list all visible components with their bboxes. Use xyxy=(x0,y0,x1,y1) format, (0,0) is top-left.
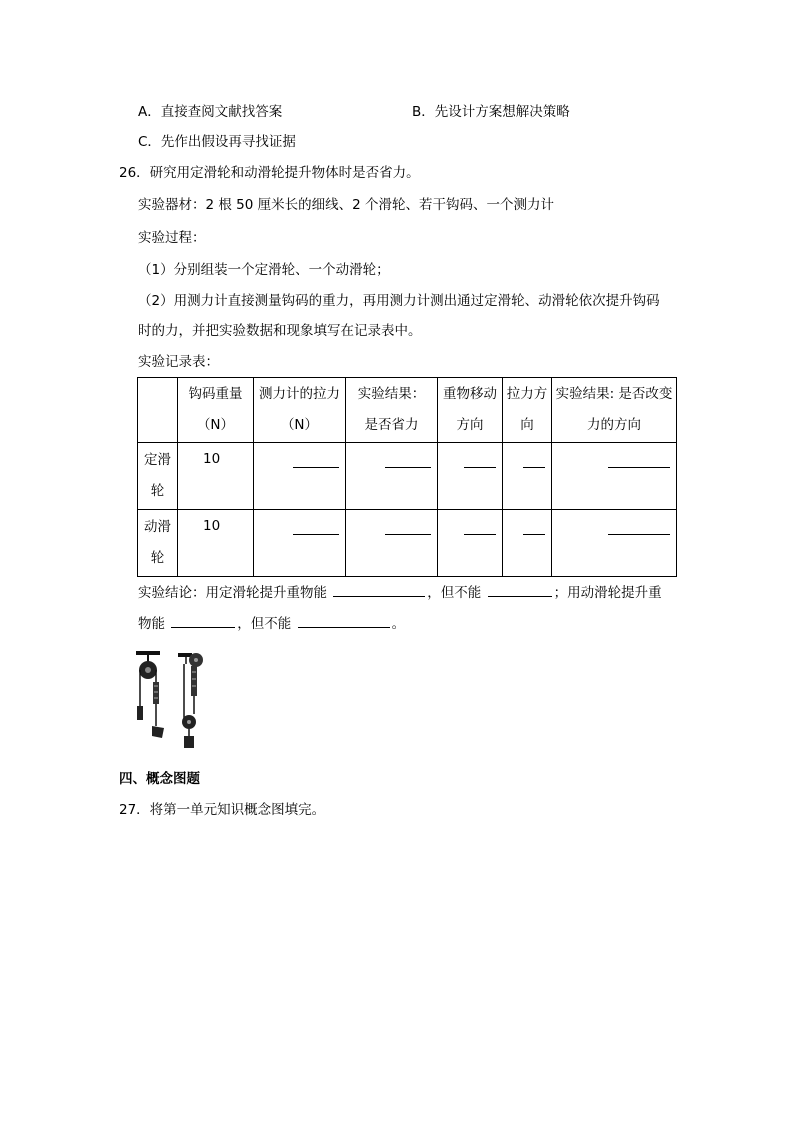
movable-pulley-change-dir-blank[interactable] xyxy=(552,510,677,577)
header-empty xyxy=(138,378,178,443)
movable-pulley-saves-blank[interactable] xyxy=(346,510,438,577)
experiment-materials: 实验器材：2 根 50 厘米长的细线、2 个滑轮、若干钩码、一个测力计 xyxy=(138,197,555,213)
movable-pulley-force-blank[interactable] xyxy=(254,510,346,577)
fixed-pulley-load-dir-blank[interactable] xyxy=(438,443,503,510)
record-table xyxy=(137,377,677,577)
section-4-heading: 四、概念图题 xyxy=(119,771,200,787)
option-b: B．先设计方案想解决策略 xyxy=(412,104,570,120)
conclusion-blank-3[interactable] xyxy=(171,613,235,628)
fixed-pulley-saves-blank[interactable] xyxy=(346,443,438,510)
fixed-pulley-change-dir-blank[interactable] xyxy=(552,443,677,510)
header-load-direction: 重物移动 方向 xyxy=(438,378,503,443)
pulley-setup-image xyxy=(134,648,224,750)
header-weight: 钩码重量 （N） xyxy=(178,378,254,443)
conclusion-blank-4[interactable] xyxy=(298,613,390,628)
question-26-title: 26．研究用定滑轮和动滑轮提升物体时是否省力。 xyxy=(119,165,420,181)
header-pull-force: 测力计的拉力 （N） xyxy=(254,378,346,443)
table-row-fixed-pulley xyxy=(138,443,677,510)
header-pull-direction: 拉力方 向 xyxy=(503,378,552,443)
movable-pulley-drawing xyxy=(178,653,203,748)
conclusion-blank-1[interactable] xyxy=(333,582,425,597)
option-a: A．直接查阅文献找答案 xyxy=(138,104,283,120)
movable-pulley-weight: 10 xyxy=(178,510,254,577)
header-saves-force: 实验结果： 是否省力 xyxy=(346,378,438,443)
conclusion-line-1: 实验结论：用定滑轮提升重物能 ，但不能 ；用动滑轮提升重 xyxy=(138,582,662,603)
table-row-movable-pulley xyxy=(138,510,677,577)
fixed-pulley-drawing xyxy=(136,651,164,738)
conclusion-blank-2[interactable] xyxy=(488,582,552,597)
fixed-pulley-pull-dir-blank[interactable] xyxy=(503,443,552,510)
table-header-row xyxy=(138,378,677,443)
row-name-movable-pulley: 动滑 轮 xyxy=(138,510,178,577)
movable-pulley-pull-dir-blank[interactable] xyxy=(503,510,552,577)
process-step-2-line-1: （2）用测力计直接测量钩码的重力，再用测力计测出通过定滑轮、动滑轮依次提升钩码 xyxy=(138,293,660,309)
header-changes-direction: 实验结果: 是否改变 力的方向 xyxy=(552,378,677,443)
record-table-label: 实验记录表： xyxy=(138,354,219,370)
option-c: C．先作出假设再寻找证据 xyxy=(138,134,296,150)
process-step-2-line-2: 时的力，并把实验数据和现象填写在记录表中。 xyxy=(138,323,422,339)
process-step-1: （1）分别组装一个定滑轮、一个动滑轮； xyxy=(138,262,390,278)
fixed-pulley-force-blank[interactable] xyxy=(254,443,346,510)
question-27: 27．将第一单元知识概念图填完。 xyxy=(119,802,326,818)
fixed-pulley-weight: 10 xyxy=(178,443,254,510)
conclusion-line-2: 物能 ，但不能 。 xyxy=(138,613,405,634)
row-name-fixed-pulley: 定滑 轮 xyxy=(138,443,178,510)
experiment-process-label: 实验过程： xyxy=(138,230,206,246)
movable-pulley-load-dir-blank[interactable] xyxy=(438,510,503,577)
